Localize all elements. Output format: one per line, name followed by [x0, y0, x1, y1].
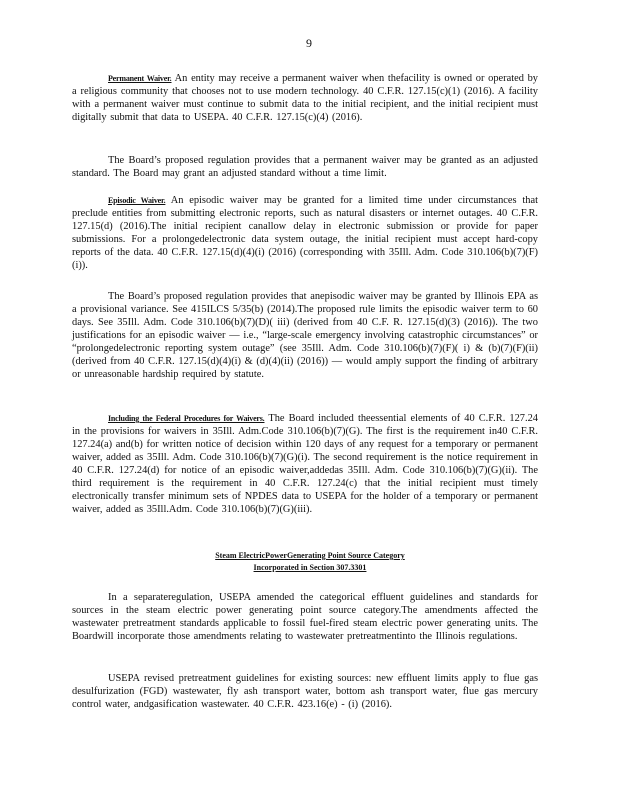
paragraph-text: In a separateregulation, USEPA amended the categorical effluent guidelines and standards for sources in the steam electric power generating point source category.The amendments affected the wastewater pretreatment standards applicable to fossil fuel-fired steam electric power generating units. The Boardwill incorporate those amendments relating to wastewater pretreatmentinto the Illinois regulations. — [72, 592, 538, 642]
paragraph-pretreatment-guidelines — [72, 672, 538, 711]
paragraph-federal-procedures — [72, 412, 538, 516]
paragraph-text: The Board’s proposed regulation provides that anepisodic waiver may be granted by Illinois EPA as a provisional variance. See 415ILCS 5/35(b) (2014).The proposed rule limits the episodic waiver term to 60 days. See 35Ill. Adm. Code 310.106(b)(7)(D)( iii) (derived from 40 C.F. R. 127.15(d)(3) (2016)). The two justifications for an episodic waiver — i.e., “large-scale emergency involving catastrophic circumstances” or “prolongedelectronic reporting system outage” (see 35Ill. Adm. Code 310.106(b)(7)(F)( i) & (b)(7)(F)(ii) (derived from 40 C.F.R. 127.15(d)(4)(i) & (d)(4)(ii) (2016)) — would amply support the finding of arbitrary or unreasonable hardship required by statute. — [72, 291, 538, 380]
paragraph-episodic-waiver — [72, 194, 538, 272]
paragraph-text: An episodic waiver may be granted for a limited time under circumstances that preclude entities from submitting electronic reports, such as natural disasters or internet outages. 40 C.F.R. 127.15(d) (2016).The initial recipient canallow delay in electronic submission or provide for paper submissions. For a prolongedelectronic data system outage, the initial recipient must accept hard-copy reports of the data. 40 C.F.R. 127.15(d)(4)(i) (2016) (corresponding with 35Ill. Adm. Code 310.106(b)(7)(F)(i)). — [72, 195, 538, 271]
paragraph-text: The Board included theessential elements of 40 C.F.R. 127.24 in the provisions for waivers in 35Ill. Adm.Code 310.106(b)(7)(G). The first is the requirement in40 C.F.R. 127.24(a) and(b) for written notice of decision within 120 days of any request for a temporary or permanent waiver, added as 35Ill. Adm. Code 310.106(b)(7)(G)(i). The second requirement is the notice requirement in 40 C.F.R. 127.24(d) for notice of an episodic waiver,addedas 35Ill. Adm. Code 310.106(b)(7)(G)(ii). The third requirement is the requirement in 40 C.F.R. 127.24(c) that the initial recipient must timely electronically transfer minimum sets of NPDES data to USEPA for the holder of a temporary or permanent waiver, added as 35Ill.Adm. Code 310.106(b)(7)(G)(iii). — [72, 413, 538, 515]
page-number: 9 — [306, 36, 312, 50]
runin-heading-federal-procedures: Including the Federal Procedures for Waivers. — [108, 414, 265, 423]
section-heading — [160, 550, 460, 574]
paragraph-text: The Board’s proposed regulation provides that a permanent waiver may be granted as an adjusted standard. The Board may grant an adjusted standard without a time limit. — [72, 155, 538, 179]
paragraph-text: An entity may receive a permanent waiver when thefacility is owned or operated by a religious community that chooses not to use modern technology. 40 C.F.R. 127.15(c)(1) (2016). A facility with a permanent waiver must continue to submit data to the initial recipient, and the initial recipient must digitally submit that data to USEPA. 40 C.F.R. 127.15(c)(4) (2016). — [72, 73, 539, 123]
paragraph-text: USEPA revised pretreatment guidelines for existing sources: new effluent limits apply to flue gas desulfurization (FGD) wastewater, fly ash transport water, bottom ash transport water, flue gas mercury control water, andgasification wastewater. 40 C.F.R. 423.16(e) - (i) (2016). — [72, 673, 538, 710]
paragraph-steam-electric-amendments — [72, 591, 538, 643]
section-heading-line-2: Incorporated in Section 307.3301 — [253, 563, 367, 572]
runin-heading-episodic-waiver: Episodic Waiver. — [108, 196, 166, 205]
paragraph-provisional-variance — [72, 290, 538, 381]
runin-heading-permanent-waiver: Permanent Waiver. — [108, 74, 172, 83]
paragraph-adjusted-standard — [72, 154, 538, 180]
section-heading-line-1: Steam ElectricPowerGenerating Point Source Category — [215, 551, 405, 560]
paragraph-permanent-waiver — [72, 72, 538, 124]
